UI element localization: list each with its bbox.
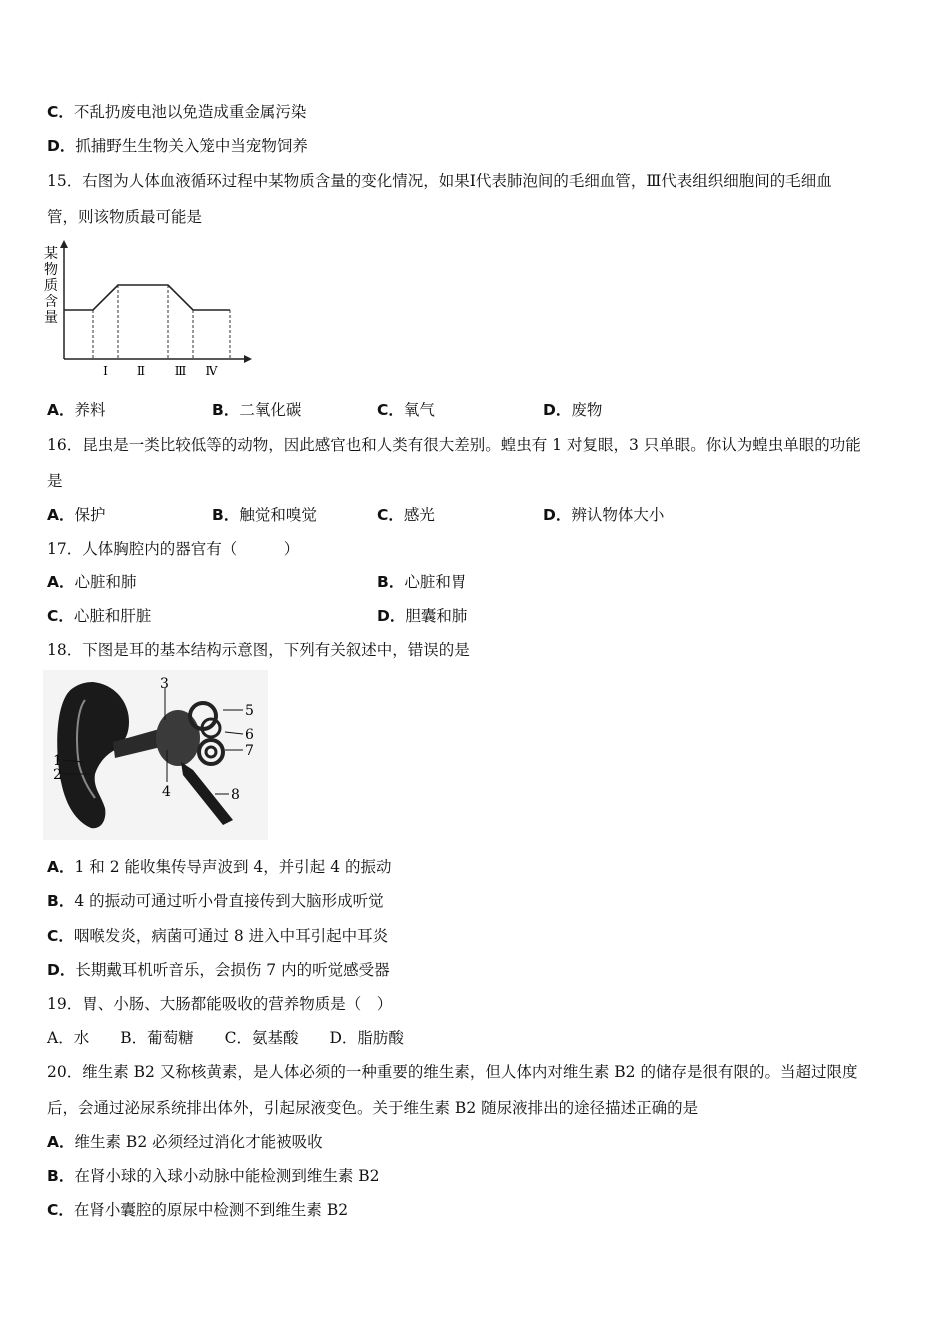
y-axis-label-char: 量 bbox=[44, 310, 58, 326]
question-18-stem: 18．下图是耳的基本结构示意图，下列有关叙述中，错误的是 bbox=[47, 641, 470, 659]
option-15-d[interactable]: D．废物 bbox=[543, 401, 603, 419]
question-16-stem-line2: 是 bbox=[47, 472, 63, 490]
option-18-a[interactable]: A．1 和 2 能收集传导声波到 4，并引起 4 的振动 bbox=[47, 858, 392, 876]
option-15-a[interactable]: A．养料 bbox=[47, 401, 106, 419]
ear-label-4: 4 bbox=[162, 784, 171, 800]
option-18-d[interactable]: D．长期戴耳机听音乐，会损伤 7 内的听觉感受器 bbox=[47, 961, 390, 979]
middle-ear bbox=[156, 710, 200, 766]
question-15-stem-line2: 管，则该物质最可能是 bbox=[47, 208, 203, 226]
option-16-a[interactable]: A．保护 bbox=[47, 506, 106, 524]
y-axis-label-char: 物 bbox=[44, 262, 58, 278]
option-label: D． bbox=[47, 137, 76, 155]
option-text: 抓捕野生生物关入笼中当宠物饲养 bbox=[75, 137, 308, 155]
y-axis-arrow bbox=[60, 240, 68, 248]
option-17-c[interactable]: C．心脏和肝脏 bbox=[47, 607, 152, 625]
option-20-a[interactable]: A．维生素 B2 必须经过消化才能被吸收 bbox=[47, 1133, 323, 1151]
option-text: 不乱扔废电池以免造成重金属污染 bbox=[73, 103, 307, 121]
question-17-stem: 17．人体胸腔内的器官有（ ） bbox=[47, 540, 300, 558]
y-axis-label-char: 质 bbox=[44, 278, 58, 294]
substance-content-chart bbox=[40, 238, 260, 383]
option-17-a[interactable]: A．心脏和肺 bbox=[47, 573, 137, 591]
series-line bbox=[64, 285, 230, 310]
option-14-d bbox=[47, 136, 308, 156]
option-15-c[interactable]: C．氧气 bbox=[377, 401, 435, 419]
y-axis-label-char: 某 bbox=[44, 246, 58, 262]
question-19-stem: 19．胃、小肠、大肠都能吸收的营养物质是（ ） bbox=[47, 995, 393, 1013]
x-tick-label: Ⅰ bbox=[103, 364, 108, 378]
x-tick-label: Ⅳ bbox=[205, 364, 218, 378]
option-17-d[interactable]: D．胆囊和肺 bbox=[377, 607, 468, 625]
x-axis-arrow bbox=[244, 355, 252, 363]
question-15-stem-line1: 15．右图为人体血液循环过程中某物质含量的变化情况，如果Ⅰ代表肺泡间的毛细血管，Ⅲ代表组织细胞间的毛细血 bbox=[47, 172, 832, 190]
x-tick-label: Ⅱ bbox=[136, 364, 146, 378]
option-label: C． bbox=[47, 103, 74, 121]
option-14-c bbox=[47, 102, 306, 122]
option-18-b[interactable]: B．4 的振动可通过听小骨直接传到大脑形成听觉 bbox=[47, 892, 384, 910]
ear-label-2: 2 bbox=[53, 767, 62, 783]
question-16-stem-line1: 16．昆虫是一类比较低等的动物，因此感官也和人类有很大差别。蝗虫有 1 对复眼，3 只单眼。你认为蝗虫单眼的功能 bbox=[47, 436, 861, 454]
question-19-options[interactable]: A．水 B．葡萄糖 C．氨基酸 D．脂肪酸 bbox=[47, 1029, 404, 1047]
ear-label-5: 5 bbox=[245, 703, 254, 719]
option-16-c[interactable]: C．感光 bbox=[377, 506, 435, 524]
option-15-b[interactable]: B．二氧化碳 bbox=[212, 401, 302, 419]
question-20-stem-line2: 后，会通过泌尿系统排出体外，引起尿液变色。关于维生素 B2 随尿液排出的途径描述正确的是 bbox=[47, 1099, 699, 1117]
option-16-b[interactable]: B．触觉和嗅觉 bbox=[212, 506, 317, 524]
option-17-b[interactable]: B．心脏和胃 bbox=[377, 573, 467, 591]
ear-label-7: 7 bbox=[245, 743, 254, 759]
ear-structure-diagram bbox=[43, 670, 268, 840]
y-axis-label-char: 含 bbox=[44, 294, 58, 310]
option-16-d[interactable]: D．辨认物体大小 bbox=[543, 506, 665, 524]
y-axis-label bbox=[44, 245, 58, 326]
ear-label-8: 8 bbox=[231, 787, 240, 803]
ear-label-1: 1 bbox=[53, 753, 62, 769]
ear-label-3: 3 bbox=[160, 676, 169, 692]
question-20-stem-line1: 20．维生素 B2 又称核黄素，是人体必须的一种重要的维生素，但人体内对维生素 B2 的储存是很有限的。当超过限度 bbox=[47, 1063, 858, 1081]
option-20-c[interactable]: C．在肾小囊腔的原尿中检测不到维生素 B2 bbox=[47, 1201, 349, 1219]
ear-label-6: 6 bbox=[245, 727, 254, 743]
option-20-b[interactable]: B．在肾小球的入球小动脉中能检测到维生素 B2 bbox=[47, 1167, 380, 1185]
x-tick-label: Ⅲ bbox=[174, 364, 187, 378]
option-18-c[interactable]: C．咽喉发炎，病菌可通过 8 进入中耳引起中耳炎 bbox=[47, 927, 389, 945]
